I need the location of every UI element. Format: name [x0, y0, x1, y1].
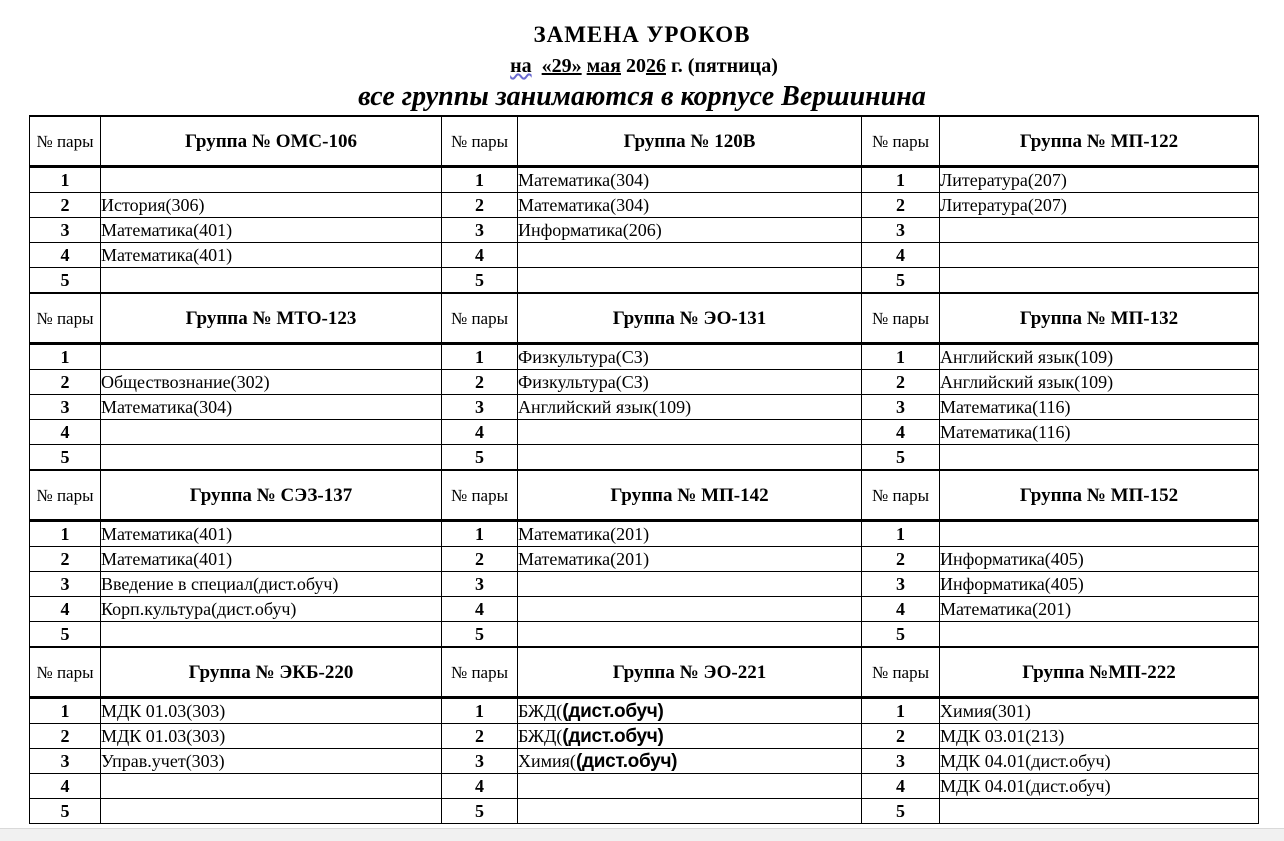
table-row [30, 370, 1259, 395]
pair-number: 3 [442, 572, 518, 597]
pair-number: 3 [862, 749, 940, 774]
pair-number: 3 [442, 395, 518, 420]
pair-number: 4 [862, 420, 940, 445]
lesson-cell [940, 521, 1259, 547]
group-name: Группа № МП-152 [940, 470, 1259, 521]
group-header-row [30, 116, 1259, 167]
lesson-cell [101, 395, 442, 420]
pair-number: 5 [30, 622, 101, 648]
lesson-cell [940, 370, 1259, 395]
pair-number: 1 [30, 521, 101, 547]
group-name: Группа №МП-222 [940, 647, 1259, 698]
lesson-cell [518, 521, 862, 547]
pair-number: 4 [30, 243, 101, 268]
pair-number-header: № пары [862, 647, 940, 698]
lesson-text: Информатика(405) [940, 573, 1084, 594]
pair-number: 1 [862, 521, 940, 547]
lesson-text: Математика(401) [101, 548, 233, 569]
table-row [30, 268, 1259, 294]
pair-number: 5 [862, 445, 940, 471]
lesson-cell [940, 698, 1259, 724]
lesson-text: Математика(401) [101, 523, 233, 544]
lesson-cell [101, 268, 442, 294]
group-header-row [30, 470, 1259, 521]
table-row [30, 344, 1259, 370]
lesson-cell [101, 572, 442, 597]
lesson-text: Математика(116) [940, 421, 1071, 442]
lesson-text: МДК 01.03(303) [101, 700, 226, 721]
pair-number-header: № пары [442, 116, 518, 167]
pair-number: 3 [442, 218, 518, 243]
table-row [30, 724, 1259, 749]
lesson-cell [101, 243, 442, 268]
lesson-cell [101, 193, 442, 218]
group-name: Группа № ЭО-221 [518, 647, 862, 698]
lesson-cell [940, 395, 1259, 420]
group-name: Группа № СЭЗ-137 [101, 470, 442, 521]
lesson-cell [101, 799, 442, 824]
pair-number: 5 [442, 799, 518, 824]
lesson-cell [940, 622, 1259, 648]
lesson-text: МДК 04.01(дист.обуч) [940, 775, 1111, 796]
pair-number: 4 [442, 597, 518, 622]
date-prefix: на [510, 55, 532, 77]
lesson-cell [101, 370, 442, 395]
pair-number: 5 [442, 268, 518, 294]
pair-number: 1 [862, 698, 940, 724]
lesson-text: Математика(201) [518, 523, 650, 544]
table-row [30, 597, 1259, 622]
pair-number-header: № пары [862, 293, 940, 344]
group-name: Группа № МТО-123 [101, 293, 442, 344]
lesson-cell [518, 243, 862, 268]
group-name: Группа № МП-122 [940, 116, 1259, 167]
table-row [30, 167, 1259, 193]
lesson-text: МДК 03.01(213) [940, 725, 1065, 746]
group-name: Группа № ЭО-131 [518, 293, 862, 344]
lesson-cell [101, 622, 442, 648]
pair-number: 1 [442, 698, 518, 724]
lesson-cell [518, 420, 862, 445]
table-row [30, 243, 1259, 268]
group-name: Группа № ЭКБ-220 [101, 647, 442, 698]
lesson-cell [518, 724, 862, 749]
pair-number: 5 [30, 799, 101, 824]
window-status-strip [0, 828, 1284, 841]
lesson-cell [940, 268, 1259, 294]
pair-number: 3 [30, 218, 101, 243]
lesson-cell [940, 547, 1259, 572]
lesson-cell [940, 243, 1259, 268]
pair-number: 2 [862, 547, 940, 572]
pair-number: 3 [862, 572, 940, 597]
pair-number-header: № пары [30, 470, 101, 521]
lesson-cell [101, 547, 442, 572]
table-row [30, 698, 1259, 724]
pair-number: 2 [862, 193, 940, 218]
pair-number: 2 [30, 193, 101, 218]
table-row [30, 218, 1259, 243]
location-note: все группы занимаются в корпусе Вершинина [358, 81, 926, 112]
pair-number: 3 [30, 572, 101, 597]
lesson-cell [940, 445, 1259, 471]
lesson-cell [101, 698, 442, 724]
lesson-text: Английский язык(109) [518, 396, 692, 417]
lesson-overlay-text: (дист.обуч) [562, 700, 664, 722]
lesson-cell [518, 167, 862, 193]
lesson-text: Информатика(405) [940, 548, 1084, 569]
lesson-text: История(306) [101, 194, 205, 215]
group-header-row [30, 647, 1259, 698]
lesson-text: Математика(304) [101, 396, 233, 417]
table-row [30, 445, 1259, 471]
pair-number: 3 [30, 395, 101, 420]
pair-number: 2 [442, 370, 518, 395]
lesson-text: Математика(304) [518, 194, 650, 215]
lesson-cell [518, 193, 862, 218]
pair-number: 4 [862, 243, 940, 268]
pair-number: 2 [30, 547, 101, 572]
pair-number: 1 [862, 344, 940, 370]
pair-number: 1 [442, 521, 518, 547]
pair-number: 5 [442, 622, 518, 648]
pair-number: 1 [30, 698, 101, 724]
pair-number: 5 [862, 622, 940, 648]
pair-number: 1 [862, 167, 940, 193]
pair-number-header: № пары [862, 116, 940, 167]
group-name: Группа № ОМС-106 [101, 116, 442, 167]
lesson-text: Математика(201) [518, 548, 650, 569]
table-row [30, 799, 1259, 824]
pair-number: 4 [442, 420, 518, 445]
lesson-cell [518, 749, 862, 774]
lesson-text: БЖД( [518, 700, 563, 721]
pair-number: 2 [442, 547, 518, 572]
lesson-cell [518, 622, 862, 648]
lesson-text: Английский язык(109) [940, 346, 1114, 367]
table-row [30, 622, 1259, 648]
pair-number-header: № пары [442, 647, 518, 698]
lesson-text: Математика(116) [940, 396, 1071, 417]
lesson-text: Математика(401) [101, 244, 233, 265]
lesson-cell [101, 597, 442, 622]
lesson-cell [518, 268, 862, 294]
pair-number: 4 [442, 243, 518, 268]
lesson-cell [518, 344, 862, 370]
pair-number-header: № пары [30, 293, 101, 344]
table-row [30, 749, 1259, 774]
lesson-text: Химия(301) [940, 700, 1031, 721]
lesson-text: Математика(304) [518, 169, 650, 190]
pair-number: 5 [30, 445, 101, 471]
lesson-cell [518, 572, 862, 597]
table-row [30, 395, 1259, 420]
lesson-cell [101, 167, 442, 193]
lesson-cell [518, 395, 862, 420]
lesson-text: Литература(207) [940, 194, 1067, 215]
group-name: Группа № 120В [518, 116, 862, 167]
lesson-cell [101, 344, 442, 370]
group-name: Группа № МП-132 [940, 293, 1259, 344]
lesson-cell [940, 749, 1259, 774]
pair-number-header: № пары [442, 470, 518, 521]
lesson-cell [101, 218, 442, 243]
group-name: Группа № МП-142 [518, 470, 862, 521]
date-month: мая [586, 55, 621, 77]
lesson-text: Корп.культура(дист.обуч) [101, 598, 297, 619]
lesson-cell [101, 724, 442, 749]
lesson-cell [940, 597, 1259, 622]
lesson-cell [518, 698, 862, 724]
lesson-cell [518, 597, 862, 622]
lesson-text: Литература(207) [940, 169, 1067, 190]
pair-number: 1 [442, 167, 518, 193]
lesson-text: Информатика(206) [518, 219, 662, 240]
schedule-table [29, 115, 1259, 824]
pair-number: 1 [442, 344, 518, 370]
lesson-cell [940, 167, 1259, 193]
lesson-cell [518, 799, 862, 824]
pair-number: 3 [442, 749, 518, 774]
pair-number-header: № пары [442, 293, 518, 344]
table-row [30, 572, 1259, 597]
lesson-text: Физкультура(СЗ) [518, 346, 649, 367]
pair-number: 2 [30, 724, 101, 749]
pair-number: 4 [30, 420, 101, 445]
pair-number: 2 [862, 724, 940, 749]
lesson-cell [940, 572, 1259, 597]
lesson-cell [940, 724, 1259, 749]
pair-number: 5 [442, 445, 518, 471]
schedule-body [30, 116, 1259, 824]
pair-number: 3 [862, 218, 940, 243]
table-row [30, 547, 1259, 572]
lesson-cell [940, 774, 1259, 799]
pair-number: 2 [442, 724, 518, 749]
pair-number: 1 [30, 344, 101, 370]
lesson-cell [518, 547, 862, 572]
lesson-text: Математика(401) [101, 219, 233, 240]
lesson-text: Английский язык(109) [940, 371, 1114, 392]
lesson-text: БЖД( [518, 725, 563, 746]
pair-number: 2 [862, 370, 940, 395]
lesson-text: МДК 01.03(303) [101, 725, 226, 746]
pair-number-header: № пары [30, 647, 101, 698]
pair-number: 3 [30, 749, 101, 774]
pair-number: 2 [442, 193, 518, 218]
lesson-overlay-text: (дист.обуч) [575, 750, 678, 772]
table-row [30, 193, 1259, 218]
pair-number: 3 [862, 395, 940, 420]
lesson-text: Математика(201) [940, 598, 1072, 619]
lesson-cell [940, 193, 1259, 218]
lesson-cell [101, 445, 442, 471]
lesson-cell [940, 218, 1259, 243]
lesson-text: Обществознание(302) [101, 371, 270, 392]
date-rest: г. (пятница) [665, 55, 778, 77]
pair-number: 4 [30, 597, 101, 622]
table-row [30, 521, 1259, 547]
date-year-b: 26 [645, 55, 666, 77]
pair-number: 5 [862, 268, 940, 294]
group-header-row [30, 293, 1259, 344]
lesson-cell [101, 749, 442, 774]
page-title: ЗАМЕНА УРОКОВ [533, 22, 751, 47]
pair-number-header: № пары [862, 470, 940, 521]
lesson-cell [518, 218, 862, 243]
lesson-text: Химия( [518, 750, 576, 771]
lesson-cell [518, 370, 862, 395]
pair-number: 4 [862, 774, 940, 799]
lesson-overlay-text: (дист.обуч) [562, 725, 664, 747]
lesson-text: Введение в специал(дист.обуч) [101, 573, 339, 594]
pair-number: 5 [862, 799, 940, 824]
pair-number: 4 [862, 597, 940, 622]
lesson-cell [101, 420, 442, 445]
pair-number-header: № пары [30, 116, 101, 167]
table-row [30, 774, 1259, 799]
date-line [2, 55, 1284, 78]
lesson-text: Физкультура(СЗ) [518, 371, 649, 392]
lesson-cell [518, 445, 862, 471]
pair-number: 2 [30, 370, 101, 395]
lesson-cell [101, 521, 442, 547]
lesson-text: Управ.учет(303) [101, 750, 225, 771]
lesson-cell [940, 799, 1259, 824]
lesson-cell [101, 774, 442, 799]
table-row [30, 420, 1259, 445]
date-year-a: 20 [625, 55, 646, 77]
pair-number: 5 [30, 268, 101, 294]
pair-number: 4 [30, 774, 101, 799]
lesson-cell [940, 344, 1259, 370]
pair-number: 4 [442, 774, 518, 799]
pair-number: 1 [30, 167, 101, 193]
lesson-text: МДК 04.01(дист.обуч) [940, 750, 1111, 771]
lesson-cell [940, 420, 1259, 445]
date-day: «29» [541, 55, 582, 77]
lesson-cell [518, 774, 862, 799]
